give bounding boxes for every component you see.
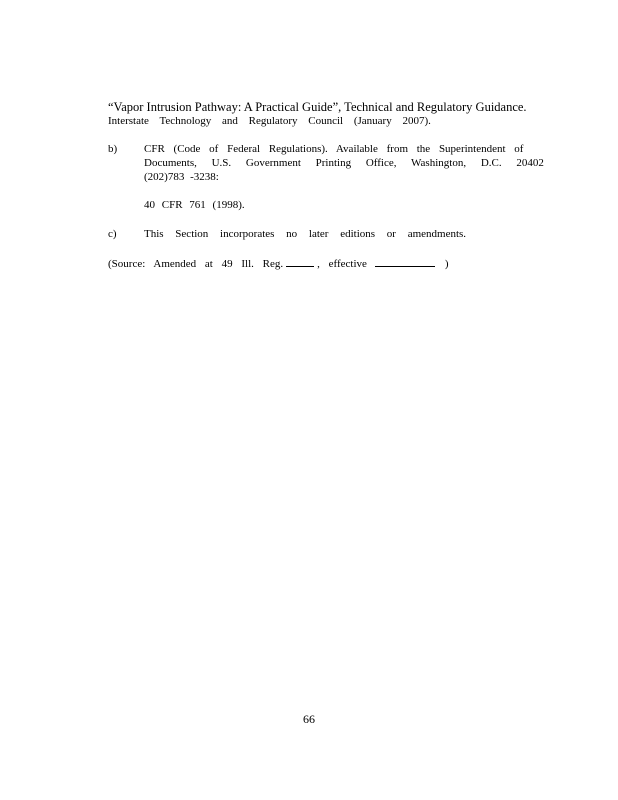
item-c-text: This Section incorporates no later editions or amendments. [144, 228, 467, 240]
source-suffix: ) [444, 258, 449, 270]
source-note [108, 256, 449, 271]
item-b-line-3: (202)783 -3238: [144, 171, 219, 183]
reference-title: “Vapor Intrusion Pathway: A Practical Guide”, Technical and Regulatory Guidance. [108, 100, 527, 114]
register-volume-blank [286, 256, 314, 267]
source-prefix: (Source: Amended at 49 Ill. Reg. [108, 258, 284, 270]
item-c-label: c) [108, 228, 117, 240]
effective-date-blank [375, 256, 435, 267]
item-b-label: b) [108, 143, 118, 155]
item-b-line-2: Documents, U.S. Government Printing Office, Washington, D.C. 20402 [144, 157, 544, 169]
source-effective: , effective [317, 258, 367, 270]
page-number: 66 [303, 712, 315, 726]
item-b-cfr-citation: 40 CFR 761 (1998). [144, 199, 245, 211]
item-b-line-1: CFR (Code of Federal Regulations). Available from the Superintendent of [144, 143, 524, 155]
reference-publisher: Interstate Technology and Regulatory Council (January 2007). [108, 115, 431, 127]
